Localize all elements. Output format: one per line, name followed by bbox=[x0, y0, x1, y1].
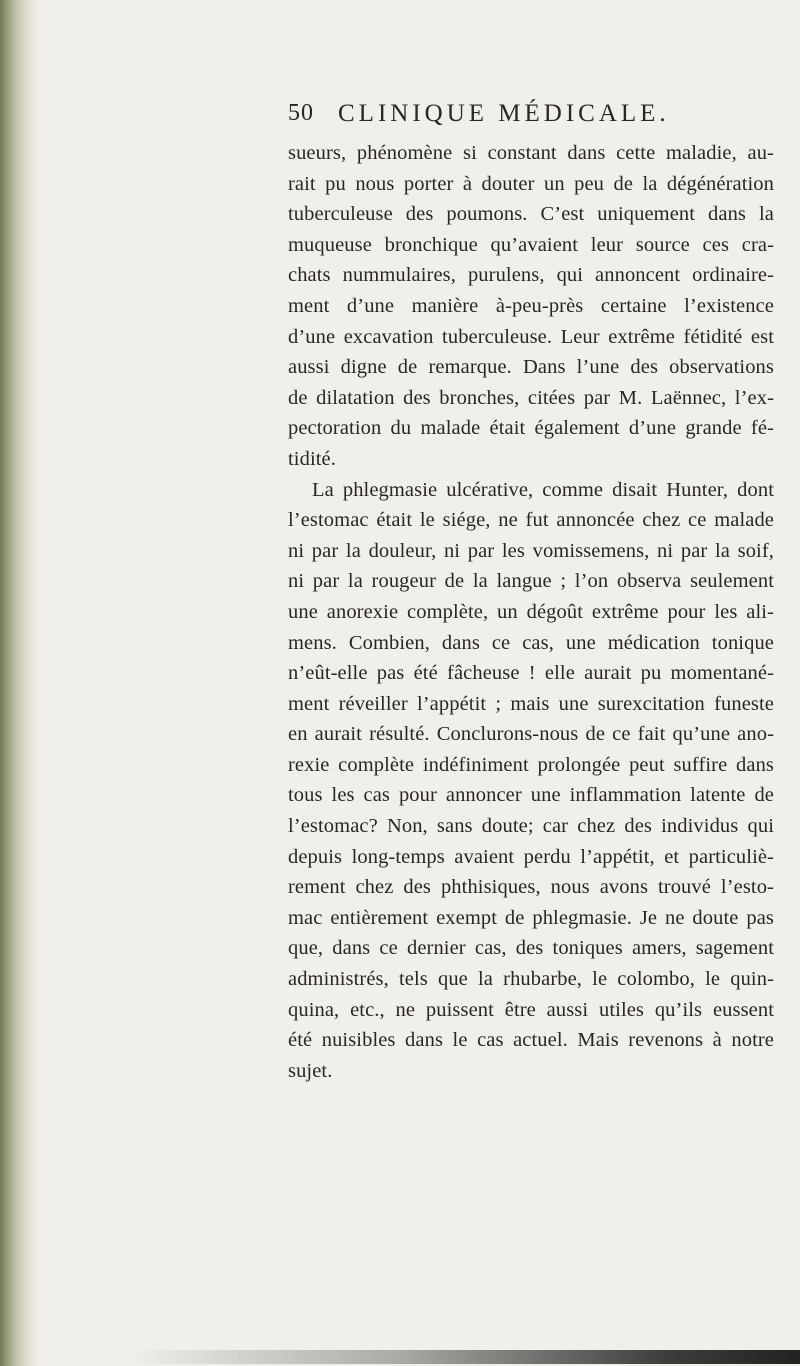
text-line: ni par la douleur, ni par les vomissemens, ni par la soif, bbox=[288, 539, 774, 562]
page-header bbox=[288, 100, 728, 130]
text-line: rait pu nous porter à douter un peu de la dégénération bbox=[288, 172, 774, 195]
text-line: quina, etc., ne puissent être aussi utiles qu’ils eussent bbox=[288, 998, 774, 1021]
text-line: administrés, tels que la rhubarbe, le colombo, le quin- bbox=[288, 968, 774, 991]
text-line: mac entièrement exempt de phlegmasie. Je ne doute pas bbox=[288, 906, 774, 929]
text-line: pectoration du malade était également d’une grande fé- bbox=[288, 417, 774, 440]
text-line: rexie complète indéfiniment prolongée peut suffire dans bbox=[288, 753, 774, 776]
text-line: été nuisibles dans le cas actuel. Mais revenons à notre bbox=[288, 1029, 774, 1052]
text-line: aussi digne de remarque. Dans l’une des observations bbox=[288, 356, 774, 379]
text-line: tous les cas pour annoncer une inflammation latente de bbox=[288, 784, 774, 807]
text-line: ment d’une manière à-peu-près certaine l’existence bbox=[288, 294, 774, 317]
text-line: sujet. bbox=[288, 1059, 333, 1082]
text-line: muqueuse bronchique qu’avaient leur source ces cra- bbox=[288, 233, 774, 256]
text-line: l’estomac? Non, sans doute; car chez des individus qui bbox=[288, 815, 774, 838]
text-line: chats nummulaires, purulens, qui annoncent ordinaire- bbox=[288, 264, 774, 287]
text-line: une anorexie complète, un dégoût extrême pour les ali- bbox=[288, 600, 774, 623]
page-number: 50 bbox=[288, 100, 314, 126]
text-line: que, dans ce dernier cas, des toniques amers, sagement bbox=[288, 937, 774, 960]
text-line: en aurait résulté. Conclurons-nous de ce fait qu’une ano- bbox=[288, 723, 774, 746]
body-text bbox=[288, 138, 774, 1086]
text-line: ment réveiller l’appétit ; mais une surexcitation funeste bbox=[288, 692, 774, 715]
text-line: tuberculeuse des poumons. C’est uniquement dans la bbox=[288, 203, 774, 226]
text-line: depuis long-temps avaient perdu l’appétit, et particuliè- bbox=[288, 845, 774, 868]
text-line: mens. Combien, dans ce cas, une médication tonique bbox=[288, 631, 774, 654]
running-title: CLINIQUE MÉDICALE. bbox=[338, 100, 670, 127]
text-line: ni par la rougeur de la langue ; l’on observa seulement bbox=[288, 570, 774, 593]
text-line: n’eût-elle pas été fâcheuse ! elle aurait pu momentané- bbox=[288, 662, 774, 685]
text-line: sueurs, phénomène si constant dans cette maladie, au- bbox=[288, 142, 774, 164]
text-line: de dilatation des bronches, citées par M. Laënnec, l’ex- bbox=[288, 386, 774, 409]
text-line: rement chez des phthisiques, nous avons trouvé l’esto- bbox=[288, 876, 774, 899]
text-line: l’estomac était le siége, ne fut annoncée chez ce malade bbox=[288, 509, 774, 532]
text-line: tidité. bbox=[288, 447, 336, 470]
paragraph-start-line: La phlegmasie ulcérative, comme disait Hunter, dont bbox=[312, 478, 774, 501]
text-line: d’une excavation tuberculeuse. Leur extrême fétidité est bbox=[288, 325, 774, 348]
